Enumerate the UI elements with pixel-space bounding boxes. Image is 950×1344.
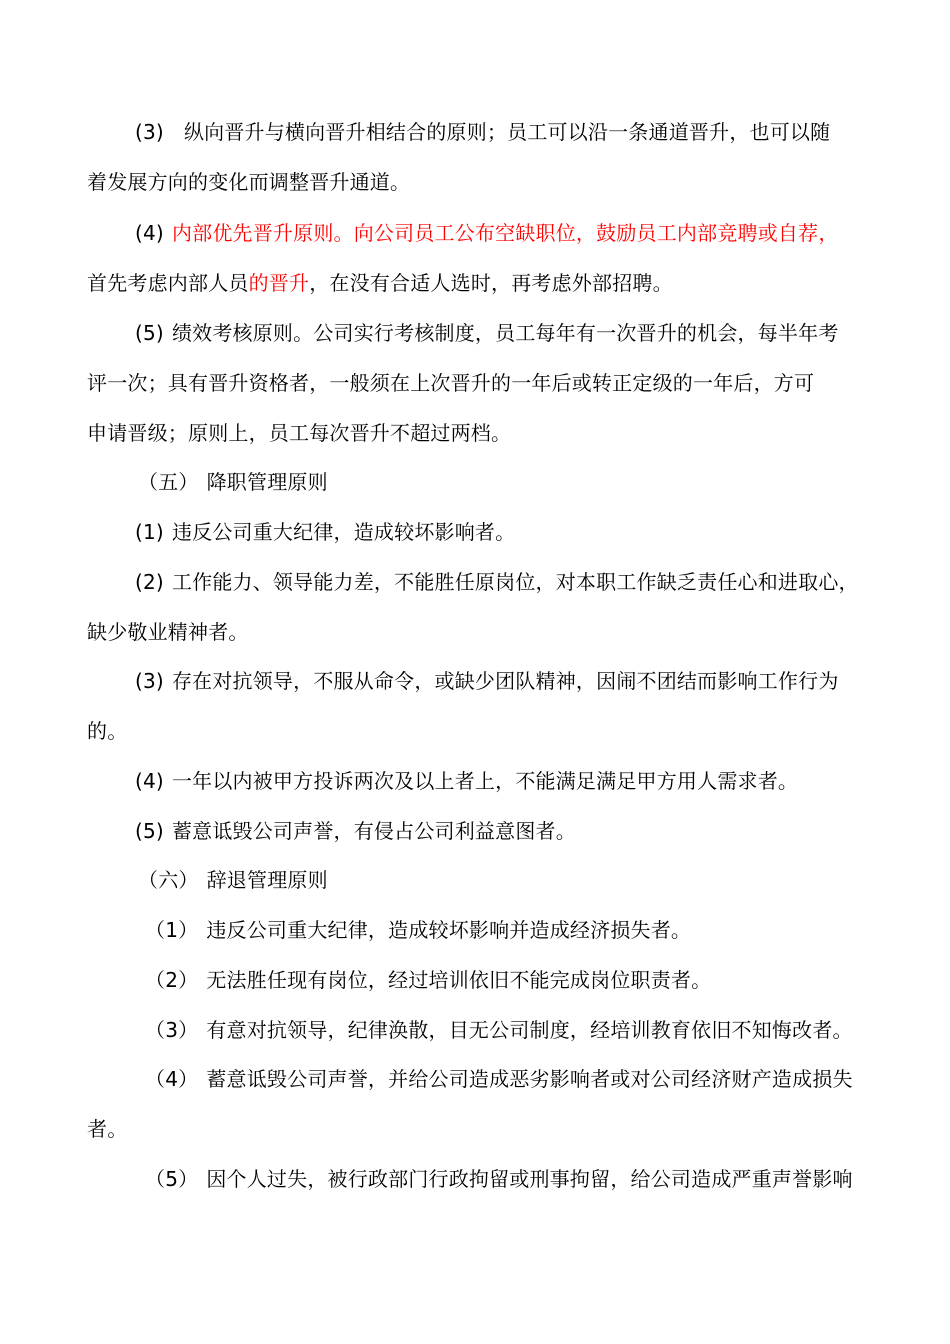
section-title: 降职管理原则 xyxy=(206,470,328,494)
paragraph-line xyxy=(145,1064,877,1094)
paragraph-text: 首先考虑内部人员 xyxy=(87,271,249,295)
paragraph-text: 着发展方向的变化而调整晋升通道。 xyxy=(87,170,411,194)
section-heading xyxy=(138,865,877,895)
paragraph-text: 蓄意诋毁公司声誉，有侵占公司利益意图者。 xyxy=(171,819,576,843)
paragraph-line xyxy=(135,117,877,147)
paragraph-line xyxy=(135,218,877,248)
paragraph-text: 因个人过失，被行政部门行政拘留或刑事拘留，给公司造成严重声誉影响 xyxy=(206,1167,853,1191)
paragraph-line xyxy=(145,1015,877,1045)
paragraph-line xyxy=(135,517,877,547)
paragraph-line xyxy=(145,965,877,995)
highlighted-text: 的晋升 xyxy=(248,271,310,295)
paragraph-line xyxy=(135,766,877,796)
paragraph-line xyxy=(145,1164,877,1194)
section-number: （六） xyxy=(138,868,199,892)
section-number: （五） xyxy=(138,470,199,494)
item-number: (3) xyxy=(135,669,164,693)
paragraph-line xyxy=(87,418,877,448)
paragraph-text: 纵向晋升与横向晋升相结合的原则；员工可以沿一条通道晋升，也可以随 xyxy=(183,120,831,144)
paragraph-line xyxy=(135,318,877,348)
paragraph-line xyxy=(135,567,877,597)
paragraph-text: 的。 xyxy=(87,719,128,743)
paragraph-text: 有意对抗领导，纪律涣散，目无公司制度，经培训教育依旧不知悔改者。 xyxy=(206,1018,853,1042)
paragraph-line xyxy=(87,617,877,647)
item-number: （1） xyxy=(145,918,199,942)
item-number: (5) xyxy=(135,819,164,843)
paragraph-text: 蓄意诋毁公司声誉，并给公司造成恶劣影响者或对公司经济财产造成损失 xyxy=(206,1067,853,1091)
paragraph-text: 违反公司重大纪律，造成较坏影响者。 xyxy=(171,520,516,544)
item-number: （4） xyxy=(145,1067,199,1091)
item-number: （5） xyxy=(145,1167,199,1191)
paragraph-text: 申请晋级；原则上，员工每次晋升不超过两档。 xyxy=(87,421,512,445)
section-title: 辞退管理原则 xyxy=(206,868,328,892)
paragraph-text: 工作能力、领导能力差，不能胜任原岗位，对本职工作缺乏责任心和进取心， xyxy=(171,570,859,594)
paragraph-line xyxy=(87,268,877,298)
item-number: (1) xyxy=(135,520,164,544)
paragraph-text: 缺少敬业精神者。 xyxy=(87,620,249,644)
item-number: (3) xyxy=(135,120,164,144)
paragraph-line xyxy=(87,368,877,398)
paragraph-line xyxy=(145,915,877,945)
item-number: (5) xyxy=(135,321,164,345)
item-number: (4) xyxy=(135,221,164,245)
paragraph-text: 一年以内被甲方投诉两次及以上者上，不能满足满足甲方用人需求者。 xyxy=(171,769,799,793)
paragraph-text: 绩效考核原则。公司实行考核制度，员工每年有一次晋升的机会，每半年考 xyxy=(171,321,839,345)
item-number: （2） xyxy=(145,968,199,992)
item-number: (4) xyxy=(135,769,164,793)
paragraph-line xyxy=(87,1114,877,1144)
paragraph-text: 无法胜任现有岗位，经过培训依旧不能完成岗位职责者。 xyxy=(206,968,712,992)
paragraph-text: 存在对抗领导，不服从命令，或缺少团队精神，因闹不团结而影响工作行为 xyxy=(171,669,839,693)
section-heading xyxy=(138,467,877,497)
item-number: (2) xyxy=(135,570,164,594)
paragraph-line xyxy=(135,816,877,846)
paragraph-text: 违反公司重大纪律，造成较坏影响并造成经济损失者。 xyxy=(206,918,692,942)
highlighted-text: 内部优先晋升原则。向公司员工公布空缺职位，鼓励员工内部竞聘或自荐， xyxy=(171,221,839,245)
paragraph-line xyxy=(135,666,877,696)
paragraph-text: 者。 xyxy=(87,1117,128,1141)
paragraph-text: 评一次；具有晋升资格者，一般须在上次晋升的一年后或转正定级的一年后，方可 xyxy=(87,371,815,395)
paragraph-line xyxy=(87,716,877,746)
paragraph-line xyxy=(87,167,877,197)
item-number: （3） xyxy=(145,1018,199,1042)
paragraph-text: ，在没有合适人选时，再考虑外部招聘。 xyxy=(309,271,673,295)
